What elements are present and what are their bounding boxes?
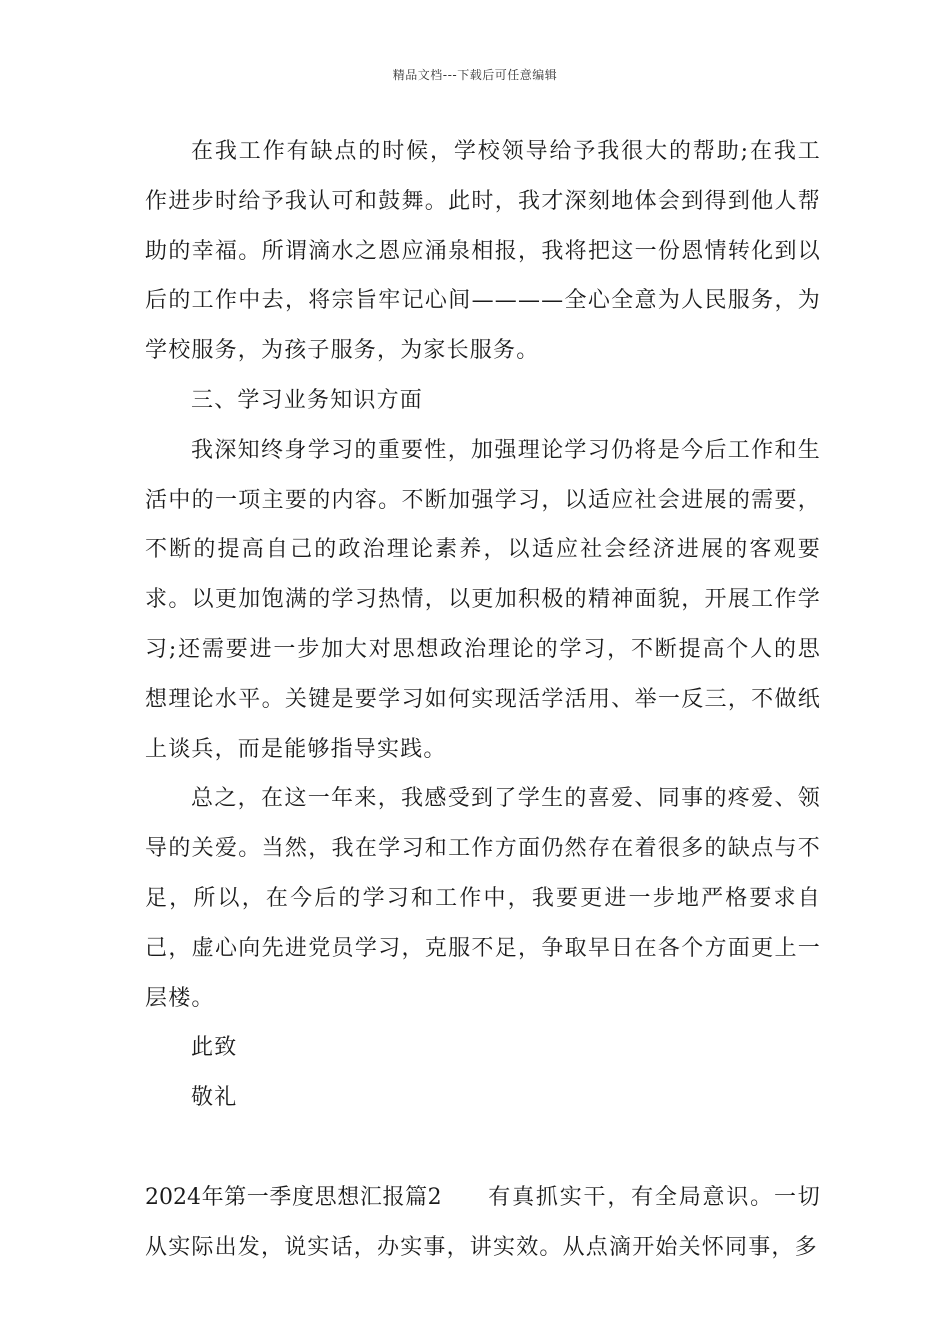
blank-line xyxy=(145,1123,821,1173)
section2-title: 2024年第一季度思想汇报篇2 xyxy=(145,1184,442,1210)
closing-regards: 敬礼 xyxy=(191,1085,238,1111)
closing-salutation: 此致 xyxy=(191,1035,238,1061)
paragraph-summary: 总之，在这一年来，我感受到了学生的喜爱、同事的疼爱、领导的关爱。当然，我在学习和工作方面仍然存在着很多的缺点与不足，所以，在今后的学习和工作中，我要更进一步地严格要求自己，虚心向先进党员学习，克服不足，争取早日在各个方面更上一层楼。 xyxy=(145,786,821,1011)
paragraph-study: 我深知终身学习的重要性，加强理论学习仍将是今后工作和生活中的一项主要的内容。不断加强学习，以适应社会进展的需要，不断的提高自己的政治理论素养，以适应社会经济进展的客观要求。以更加饱满的学习热情，以更加积极的精神面貌，开展工作学习;还需要进一步加大对思想政治理论的学习，不断提高个人的思想理论水平。关键是要学习如何实现活学活用、举一反三，不做纸上谈兵，而是能够指导实践。 xyxy=(145,437,821,762)
paragraph-section2 xyxy=(145,1173,821,1273)
section-heading-study: 三、学习业务知识方面 xyxy=(191,387,424,413)
document-body xyxy=(145,127,821,1272)
page-header: 精品文档---下载后可任意编辑 xyxy=(392,68,558,82)
paragraph-help: 在我工作有缺点的时候，学校领导给予我很大的帮助;在我工作进步时给予我认可和鼓舞。此时，我才深刻地体会到得到他人帮助的幸福。所谓滴水之恩应涌泉相报，我将把这一份恩情转化到以后的工作中去，将宗旨牢记心间————全心全意为人民服务，为学校服务，为孩子服务，为家长服务。 xyxy=(145,139,821,364)
section2-text: 有真抓实干，有全局意识。一切从实际出发，说实话，办实事，讲实效。从点滴开始关怀同事，多 xyxy=(145,1184,821,1260)
